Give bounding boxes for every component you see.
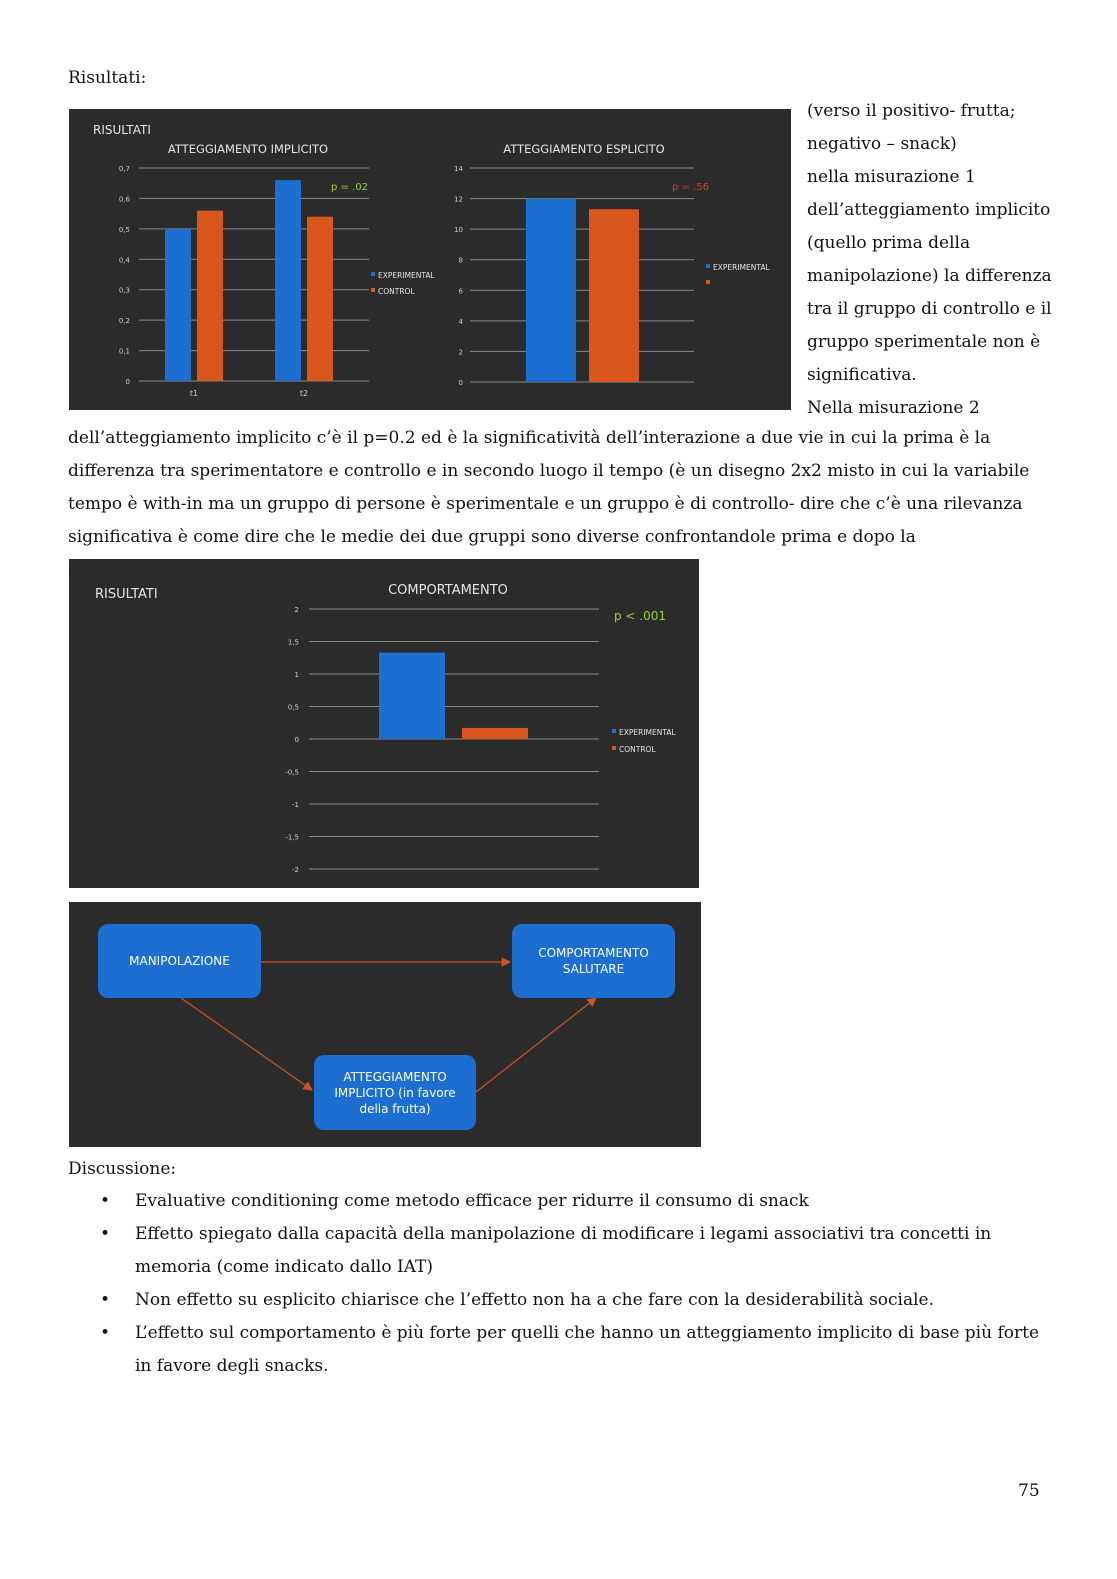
paragraph-results: dell’atteggiamento implicito c’è il p=0.2 ed è la significatività dell’interazione a due vie in cui la prima è la differenza tra sperimentatore e controllo e in secondo luogo il tempo (è un disegno 2x2 misto in cui la variabile tempo è with-in ma un gruppo di persone è sperimentale e un gruppo è di controllo- dire che c’è una rilevanza significativa è come dire che le medie dei due gruppi sono diverse confrontandole prima e dopo la [68,428,1030,547]
p-value-annotation: p = .02 [331,182,368,193]
node-manipolazione: MANIPOLAZIONE [98,924,261,998]
chart-explicit-attitude [454,142,770,387]
side-text-line: dell’atteggiamento implicito [807,200,1051,220]
legend-label: CONTROL [619,745,656,754]
y-tick-label: 1 [294,671,299,679]
slide-label: RISULTATI [95,587,158,602]
y-tick-label: -0,5 [285,768,299,777]
bar-control [589,209,639,382]
y-tick-label: 4 [458,317,463,326]
y-tick-label: 0,7 [118,165,130,173]
y-tick-label: 0,5 [118,225,130,234]
discussion-heading: Discussione: [68,1159,177,1179]
legend-swatch [706,280,710,284]
bar-control [462,728,528,739]
chart-title: ATTEGGIAMENTO IMPLICITO [167,142,329,156]
page-number: 75 [1018,1481,1040,1501]
results-slide-attitudes [69,109,791,410]
discussion-item: • Non effetto su esplicito chiarisce che l’effetto non ha a che fare con la desiderabilità sociale. [68,1284,1048,1317]
side-text-line: manipolazione) la differenza [807,266,1052,286]
bar-experimental [379,653,445,739]
side-text-line: tra il gruppo di controllo e il [807,299,1052,319]
mediation-diagram [69,902,701,1147]
discussion-list [68,1185,1048,1383]
legend-swatch [371,288,375,292]
legend-swatch [612,746,616,750]
y-tick-label: 0,6 [118,195,130,204]
legend-swatch [371,272,375,276]
side-text-line: (verso il positivo- frutta; [807,101,1016,121]
y-tick-label: 6 [458,287,463,296]
chart-title: ATTEGGIAMENTO ESPLICITO [503,142,665,156]
y-tick-label: -1 [292,801,299,809]
chart-behaviour [285,583,676,874]
y-tick-label: 0,2 [118,317,130,326]
p-value-annotation: p < .001 [614,609,667,623]
bar-experimental [275,180,301,381]
y-tick-label: -1,5 [285,833,299,842]
node-comportamento-salutare: COMPORTAMENTO SALUTARE [512,924,675,998]
legend-swatch [706,264,710,268]
discussion-item: • Evaluative conditioning come metodo efficace per ridurre il consumo di snack [68,1185,1048,1218]
side-text-line: nella misurazione 1 [807,167,976,187]
y-tick-label: 10 [454,226,463,235]
p-value-annotation: p = .56 [672,182,709,193]
bar-control [307,217,333,381]
chart-title: COMPORTAMENTO [388,583,508,598]
bar-experimental [165,229,191,381]
legend-label: EXPERIMENTAL [378,271,435,280]
y-tick-label: 2 [458,348,463,357]
y-tick-label: 0 [125,378,130,386]
results-heading: Risultati: [68,68,147,88]
results-slide-behaviour [69,559,699,888]
arrow-manipulation-to-attitude [181,998,312,1090]
y-tick-label: 0,1 [118,347,130,356]
legend-label: EXPERIMENTAL [713,263,770,272]
legend-label: EXPERIMENTAL [619,728,676,737]
arrow-attitude-to-behaviour [476,998,596,1092]
legend-swatch [612,729,616,733]
y-tick-label: 8 [458,256,463,265]
x-tick-label: t2 [299,389,309,398]
side-text-line: Nella misurazione 2 [807,398,980,418]
y-tick-label: 0 [294,736,299,744]
behaviour-chart [69,559,699,888]
legend-label: CONTROL [378,287,415,296]
node-atteggiamento-implicito: ATTEGGIAMENTO IMPLICITO (in favore della frutta) [314,1055,476,1130]
discussion-item: • L’effetto sul comportamento è più forte per quelli che hanno un atteggiamento implicito di base più forte in favore degli snacks. [68,1317,1048,1383]
y-tick-label: 0,4 [118,256,130,265]
x-tick-label: t1 [189,389,199,398]
chart-implicit-attitude [119,142,436,398]
y-tick-label: -2 [292,866,299,874]
bullet-icon: • [100,1224,111,1244]
side-text-line: negativo – snack) [807,134,957,154]
y-tick-label: 1,5 [287,638,299,647]
bullet-icon: • [100,1323,111,1343]
bullet-icon: • [100,1191,111,1211]
attitude-charts [69,109,791,410]
bar-control [197,211,223,381]
side-text-line: gruppo sperimentale non è [807,332,1041,352]
bullet-icon: • [100,1290,111,1310]
discussion-item: • Effetto spiegato dalla capacità della manipolazione di modificare i legami associativi tra concetti in memoria (come indicato dallo IAT) [68,1218,1048,1284]
y-tick-label: 0,3 [118,286,130,295]
y-tick-label: 0 [458,379,463,387]
y-tick-label: 2 [294,606,299,614]
y-tick-label: 0,5 [287,703,299,712]
side-text-line: (quello prima della [807,233,971,253]
bar-experimental [526,199,576,382]
side-text-line: significativa. [807,365,917,385]
y-tick-label: 14 [454,165,463,173]
y-tick-label: 12 [454,195,463,204]
slide-label: RISULTATI [93,123,151,137]
